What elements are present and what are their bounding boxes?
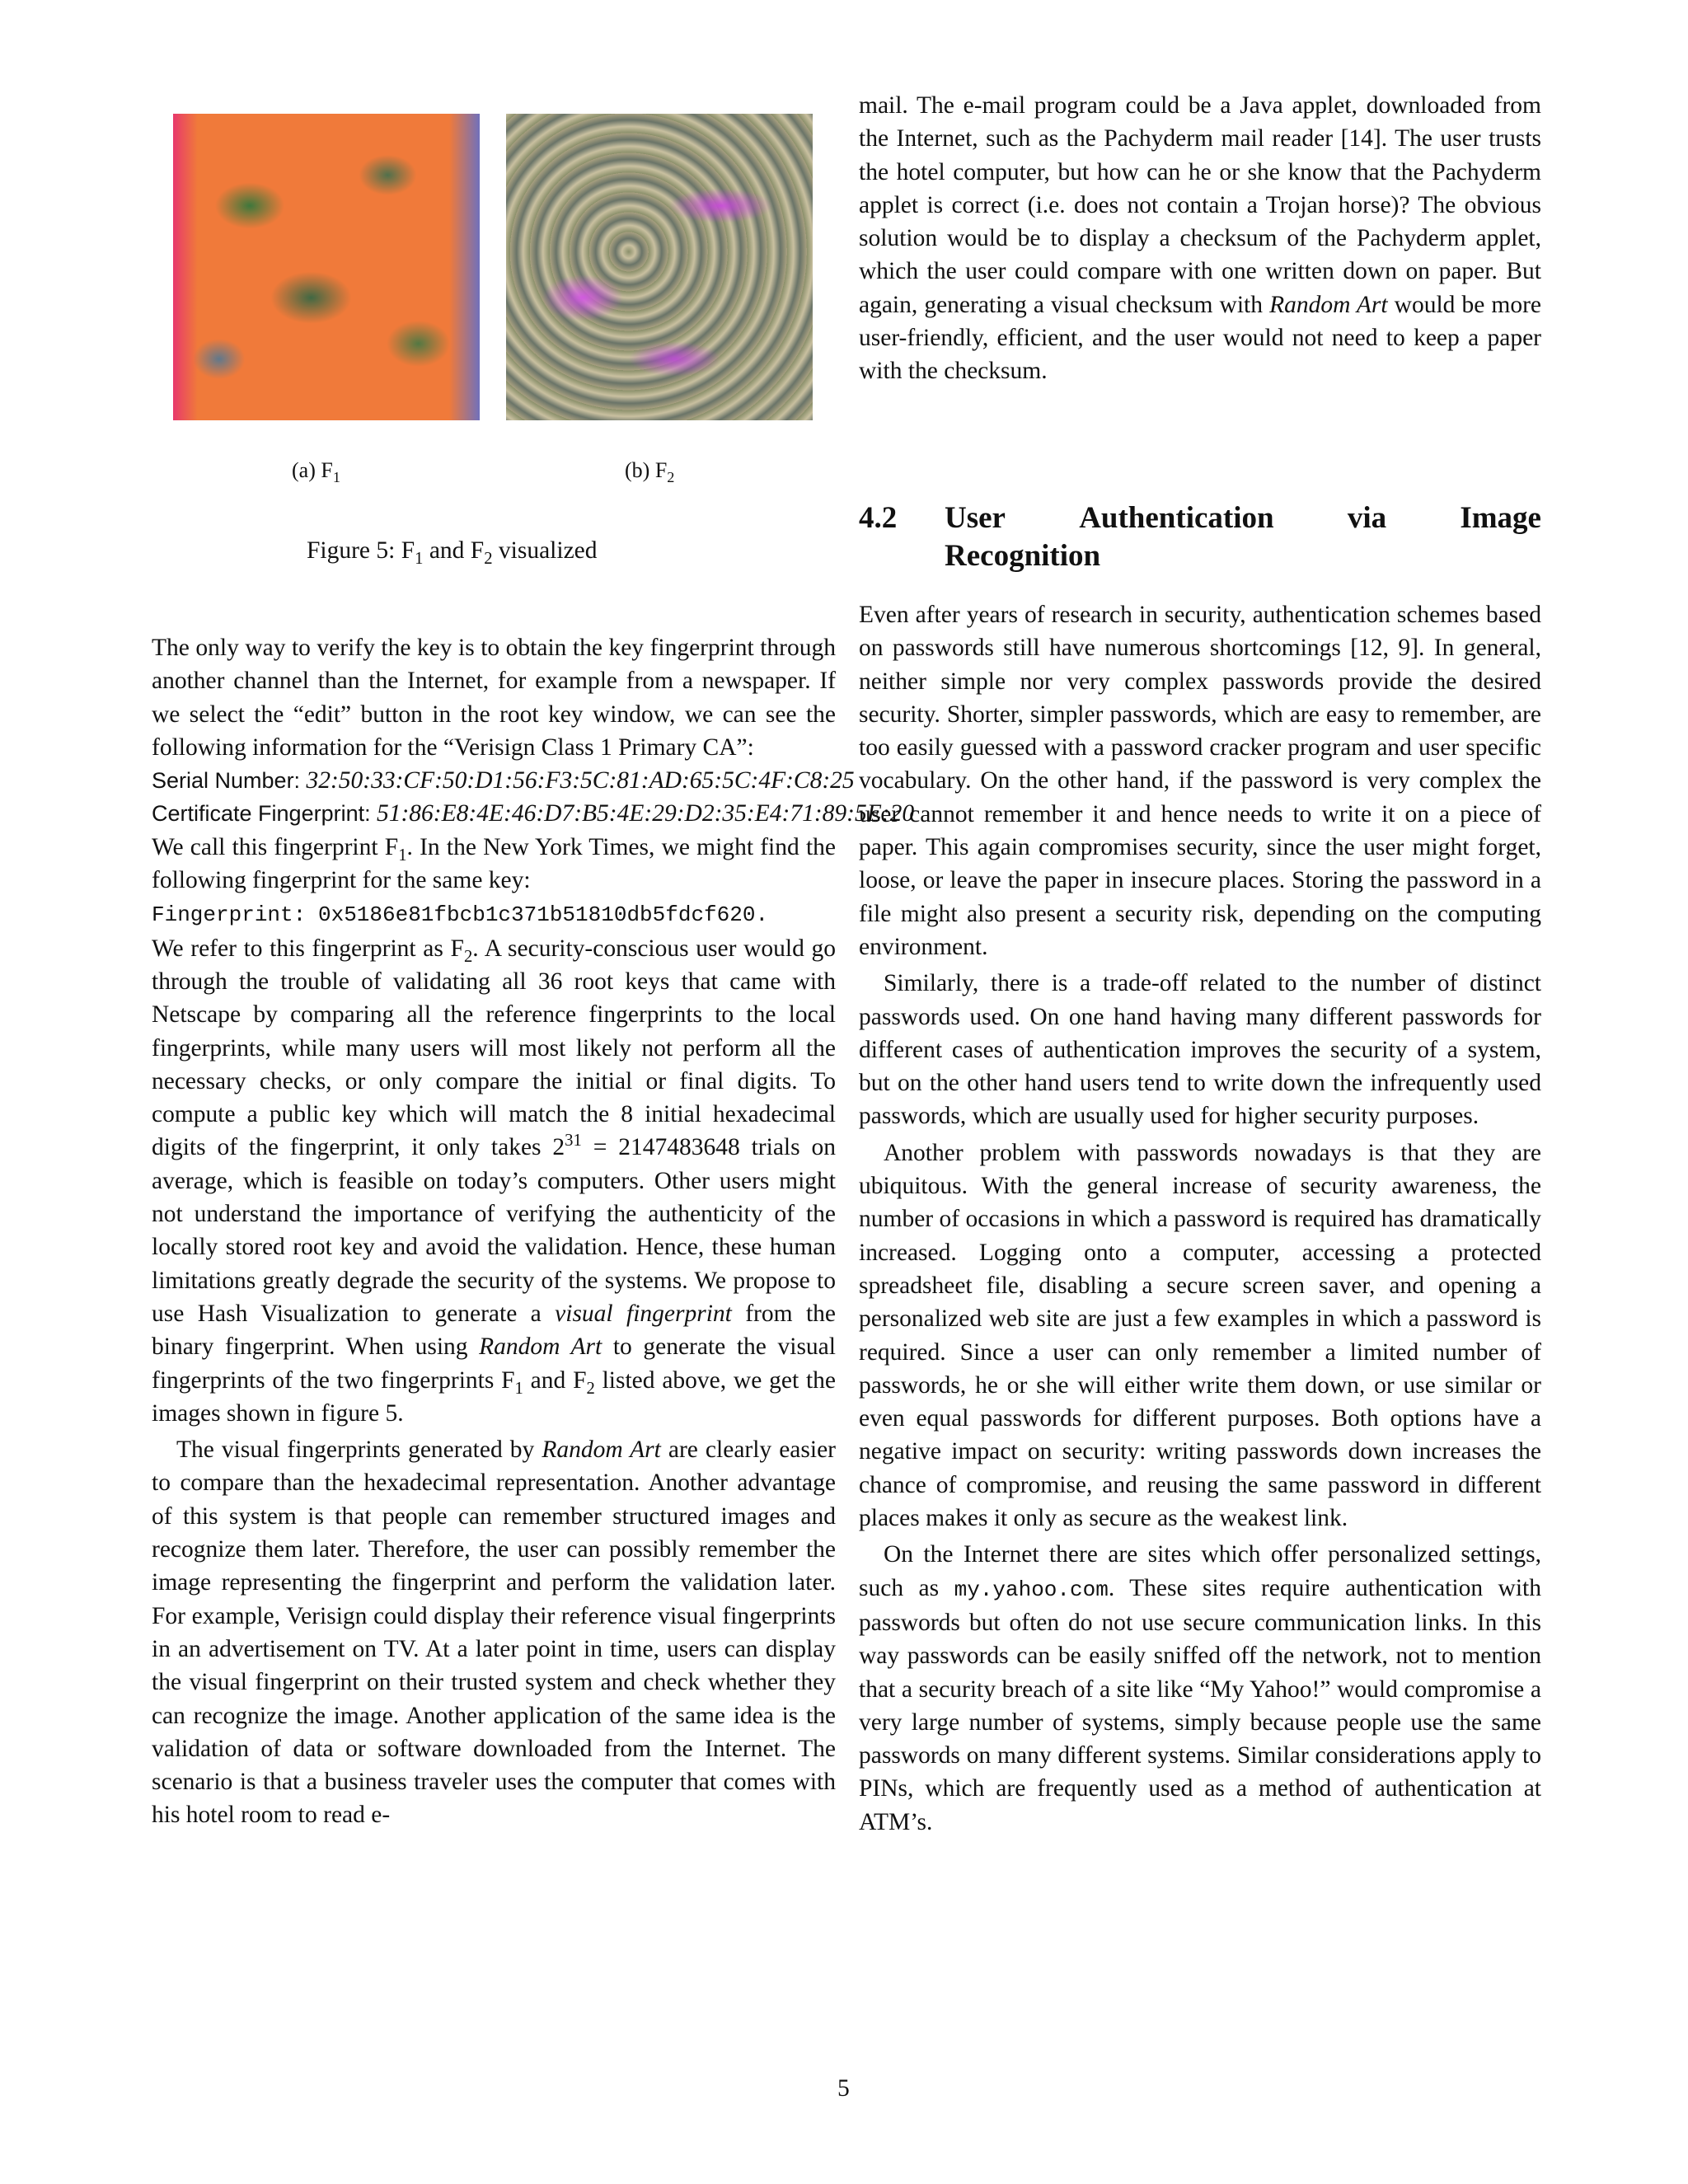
page-number: 5 bbox=[837, 2075, 850, 2102]
paragraph-email-applet: mail. The e-mail program could be a Java applet, downloaded from the Internet, such as the Pachyderm mail reader [14]. The user trusts the hotel computer, but how can he or she know that the Pachyderm applet is correct (i.e. does not contain a Trojan horse)? The obvious solution would be to display a checksum of the Pachyderm applet, which the user could compare with one written down on paper. But again, generating a visual checksum with Random Art would be more user-friendly, efficient, and the user would not need to keep a paper with the checksum. bbox=[859, 92, 1541, 385]
serial-number-line: Serial Number: 32:50:33:CF:50:D1:56:F3:5C:81:AD:65:5C:4F:C8:25 bbox=[152, 767, 855, 794]
certificate-fingerprint-line: Certificate Fingerprint: 51:86:E8:4E:46:D7:B5:4E:29:D2:35:E4:71:89:5E:20 bbox=[152, 800, 915, 827]
figure-5a-caption: (a) $F_1$ bbox=[292, 458, 340, 486]
figure-5-caption: Figure 5: $F_1$ and $F_2$ visualized bbox=[307, 537, 598, 568]
paragraph-refer-fingerprint: We refer to this fingerprint as $F_2$. A security-conscious user would go through the trouble of validating all 36 root keys that came with Netscape by comparing all the reference fingerprints to the local fingerprints, while many users will most likely not perform all the necessary checks, or only compare the initial or final digits. To compute a public key which will match the 8 initial hexadecimal digits of the fingerprint, it only takes $2^{31} = 2147483648$ trials on average, which is feasible on today’s computers. Other users might not understand the importance of verifying the authenticity of the locally stored root key and avoid the validation. Hence, these human limitations greatly degrade the security of the systems. We propose to use Hash Visualization to generate a visual fingerprint from the binary fingerprint. When using Random Art to generate the visual fingerprints of the two fingerprints $F_1$ and $F_2$ listed above, we get the images shown in figure 5. bbox=[152, 935, 837, 1427]
figure-5a-image bbox=[173, 114, 480, 420]
figure-5b-caption: (b) $F_2$ bbox=[625, 458, 675, 486]
paragraph-key-verify: The only way to verify the key is to obtain the key fingerprint through another channel than the Internet, for example from a newspaper. If we select the “edit” button in the root key window, we can see the following information for the “Verisign Class 1 Primary CA”: bbox=[152, 635, 836, 761]
paragraph-call-fingerprint: We call this fingerprint $F_1$. In the New York Times, we might find the following fingerprint for the same key: bbox=[152, 833, 837, 894]
paragraph-visual-fingerprints: The visual fingerprints generated by Random Art are clearly easier to compare than the hexadecimal representation. Another advantage of this system is that people can remember structured images and recognize them later. Therefore, the user can possibly remember the image representing the fingerprint and perform the validation later. For example, Verisign could display their reference visual fingerprints in an advertisement on TV. At a later point in time, users can display the visual fingerprint on their trusted system and check whether they can recognize the image. Another application of the same idea is the validation of data or software downloaded from the Internet. The scenario is that a business traveler uses the computer that comes with his hotel room to read e- bbox=[152, 1436, 836, 1829]
section-heading: 4.2 User Authentication via Image Recognition bbox=[859, 501, 1541, 573]
paragraph-ubiquitous: Another problem with passwords nowadays is that they are ubiquitous. With the general increase of security awareness, the number of occasions in which a password is required has dramatically increased. Logging onto a computer, accessing a protected spreadsheet file, disabling a secure screen saver, and opening a personalized web site are just a few examples in which a password is required. Since a user can only remember a limited number of passwords, he or she will either write them down, or use similar or even equal passwords for different purposes. Both options have a negative impact on security: writing passwords down increases the chance of compromise, and reusing the same password in different places makes it only as secure as the weakest link. bbox=[859, 1139, 1541, 1532]
paragraph-password-shortcomings: Even after years of research in security, authentication schemes based on passwords still have numerous shortcomings [12, 9]. In general, neither simple nor very complex passwords provide the desired security. Shorter, simpler passwords, which are easy to remember, are too easily guessed with a password cracker program and user specific vocabulary. On the other hand, if the password is very complex the user cannot remember it and hence needs to write it on a piece of paper. This again compromises security, since the user might forget, loose, or leave the paper in insecure places. Storing the password in a file might also present a security risk, depending on the computing environment. bbox=[859, 602, 1541, 960]
right-column-section bbox=[859, 598, 1541, 1839]
fingerprint-line: Fingerprint: 0x5186e81fbcb1c371b51810db5fdcf620. bbox=[152, 902, 769, 928]
paragraph-internet-sites: On the Internet there are sites which offer personalized settings, such as my.yahoo.com. These sites require authentication with passwords but often do not use secure communication links. In this way passwords can be easily sniffed off the network, not to mention that a security breach of a site like “My Yahoo!” would compromise a very large number of systems, simply because people use the same passwords on many different systems. Similar considerations apply to PINs, which are frequently used as a method of authentication at ATM’s. bbox=[859, 1541, 1541, 1835]
left-column bbox=[152, 631, 915, 1832]
figure-5b-image bbox=[506, 114, 813, 420]
paragraph-trade-off: Similarly, there is a trade-off related to the number of distinct passwords used. On one hand having many different passwords for different cases of authentication improves the security of a system, but on the other hand users tend to write down the infrequently used passwords, which are usually used for higher security purposes. bbox=[859, 970, 1541, 1130]
right-column-top bbox=[859, 89, 1541, 388]
